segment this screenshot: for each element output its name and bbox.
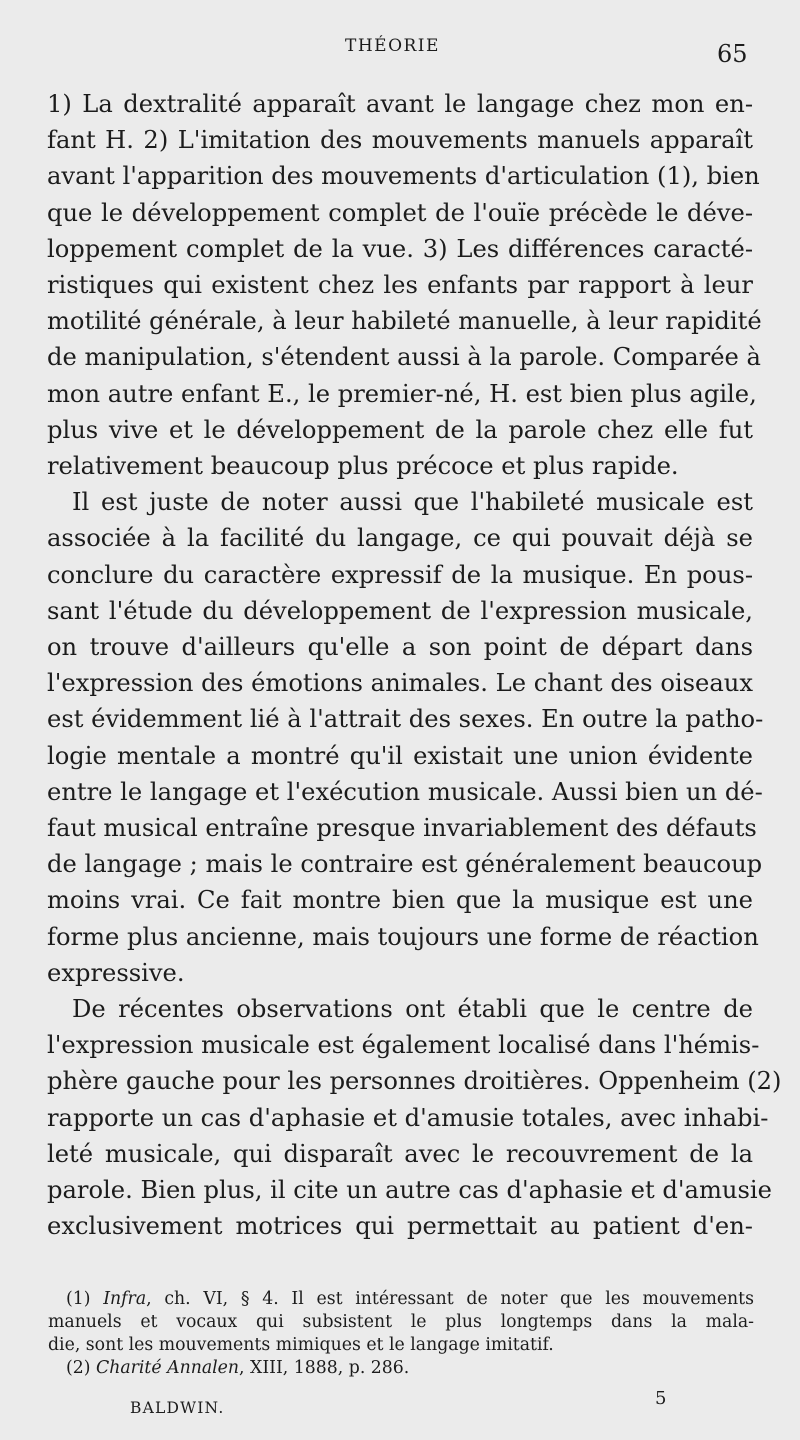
text-line: logie mentale a montré qu'il existait une union évidente [47, 741, 753, 770]
text-line: loppement complet de la vue. 3) Les différences caracté- [47, 234, 753, 263]
text-line: plus vive et le développement de la parole chez elle fut [47, 415, 753, 444]
text-line: phère gauche pour les personnes droitières. Oppenheim (2) [47, 1067, 782, 1096]
footnote-2-reference: Charité Annalen [95, 1358, 240, 1378]
footnote-2: (2) Charité Annalen, XIII, 1888, p. 286. [66, 1358, 410, 1378]
footnote-1: (1) Infra, ch. VI, § 4. Il est intéressant de noter que les mouvements [66, 1289, 754, 1309]
text-line: De récentes observations ont établi que le centre de [72, 995, 753, 1024]
page-number: 65 [717, 40, 748, 68]
signature-mark: BALDWIN. [130, 1399, 225, 1417]
text-line: de langage ; mais le contraire est généralement beaucoup [47, 850, 763, 879]
text-line: l'expression musicale est également localisé dans l'hémis- [47, 1031, 760, 1060]
text-line: leté musicale, qui disparaît avec le recouvrement de la [47, 1139, 753, 1168]
text-line: 1) La dextralité apparaît avant le langage chez mon en- [47, 90, 753, 118]
text-line: de manipulation, s'étendent aussi à la parole. Comparée à [47, 343, 761, 372]
text-line: rapporte un cas d'aphasie et d'amusie totales, avec inhabi- [47, 1103, 769, 1132]
footnote-1-line-3: die, sont les mouvements mimiques et le langage imitatif. [48, 1335, 554, 1355]
text-line: entre le langage et l'exécution musicale. Aussi bien un dé- [47, 777, 763, 806]
footnotes [48, 1288, 754, 1380]
text-line: faut musical entraîne presque invariablement des défauts [47, 814, 757, 843]
text-line: est évidemment lié à l'attrait des sexes. En outre la patho- [47, 705, 764, 734]
footnote-1-reference: Infra [103, 1289, 147, 1309]
running-title: THÉORIE [345, 36, 440, 56]
text-line: ristiques qui existent chez les enfants par rapport à leur [47, 271, 753, 300]
footnote-1-line-2: manuels et vocaux qui subsistent le plus longtemps dans la mala- [48, 1312, 754, 1332]
text-line: expressive. [47, 958, 185, 987]
text-line: Il est juste de noter aussi que l'habileté musicale est [72, 488, 753, 517]
text-line: associée à la facilité du langage, ce qui pouvait déjà se [47, 524, 753, 553]
text-line: avant l'apparition des mouvements d'articulation (1), bien [47, 162, 760, 191]
text-line: relativement beaucoup plus précoce et plus rapide. [47, 452, 679, 481]
body-text [47, 86, 782, 1245]
text-line: fant H. 2) L'imitation des mouvements manuels apparaît [47, 126, 753, 155]
text-line: l'expression des émotions animales. Le chant des oiseaux [47, 669, 753, 698]
text-line: exclusivement motrices qui permettait au patient d'en- [47, 1212, 753, 1241]
signature-number: 5 [655, 1388, 667, 1409]
text-line: moins vrai. Ce fait montre bien que la musique est une [47, 886, 753, 915]
page-header [0, 36, 800, 66]
text-line: mon autre enfant E., le premier-né, H. est bien plus agile, [47, 379, 757, 408]
text-line: conclure du caractère expressif de la musique. En pous- [47, 560, 753, 589]
text-line: sant l'étude du développement de l'expression musicale, [47, 596, 753, 625]
text-line: parole. Bien plus, il cite un autre cas d'aphasie et d'amusie [47, 1176, 772, 1205]
text-line: on trouve d'ailleurs qu'elle a son point de départ dans [47, 633, 753, 662]
text-line: que le développement complet de l'ouïe précède le déve- [47, 198, 753, 227]
text-line: forme plus ancienne, mais toujours une forme de réaction [47, 922, 759, 951]
text-line: motilité générale, à leur habileté manuelle, à leur rapidité [47, 307, 762, 336]
